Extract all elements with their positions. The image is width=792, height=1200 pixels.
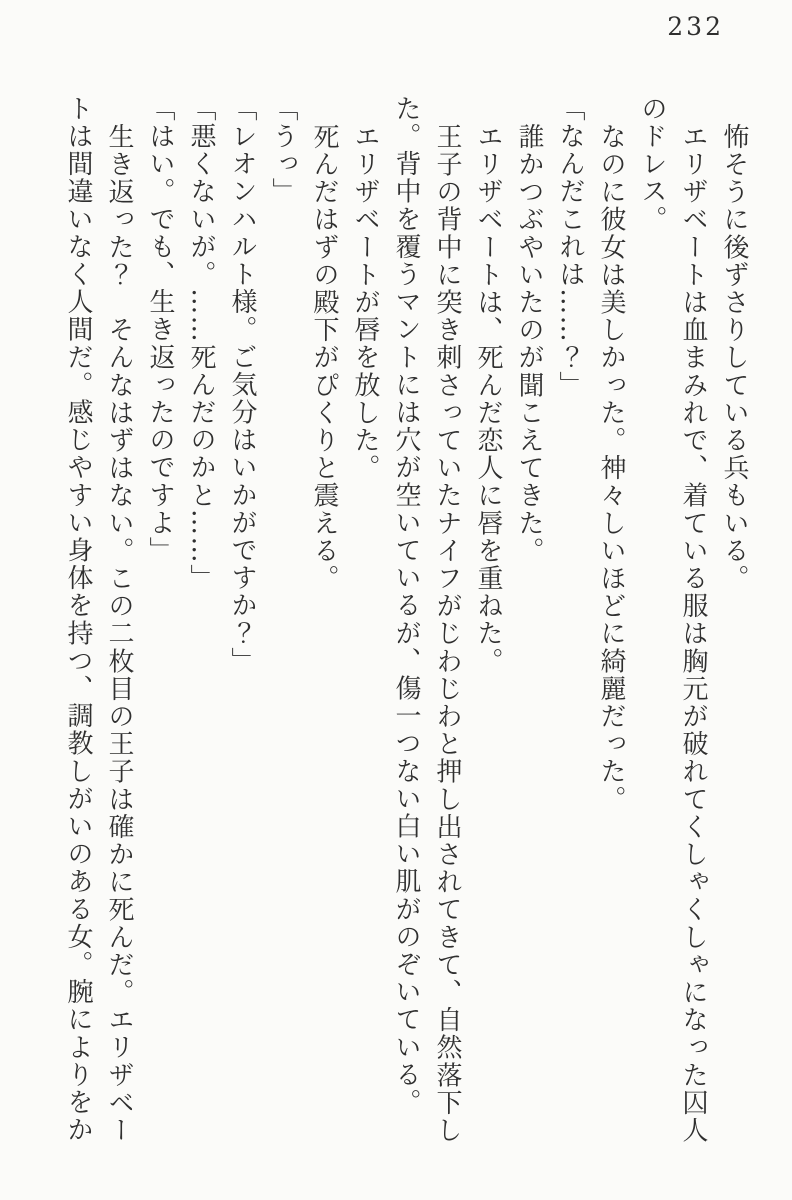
paragraph: 誰かつぶやいたのが聞こえてきた。 — [514, 122, 544, 565]
paragraph: 「なんだこれは……？」 — [555, 95, 585, 399]
text-block — [57, 95, 754, 1144]
paragraph: なのに彼女は美しかった。神々しいほどに綺麗だった。 — [596, 122, 626, 813]
page-number: 232 — [667, 12, 724, 41]
paragraph: 「悪くないが。……死んだのかと……」 — [186, 95, 216, 592]
paragraph: 「はい。でも、生き返ったのですよ」 — [145, 95, 175, 565]
paragraph: 死んだはずの殿下がぴくりと震える。 — [309, 122, 339, 592]
paragraph: エリザベートは、死んだ恋人に唇を重ねた。 — [473, 122, 503, 675]
paragraph: エリザベートは血まみれで、着ている服は胸元が破れてくしゃくしゃになった囚人のドレス。 — [637, 95, 708, 1144]
paragraph: 「うっ」 — [268, 95, 298, 206]
paragraph: エリザベートが唇を放した。 — [350, 122, 380, 482]
paragraph: 「レオンハルト様。ご気分はいかがですか？」 — [227, 95, 257, 675]
paragraph: 怖そうに後ずさりしている兵もいる。 — [719, 122, 749, 592]
paragraph: 王子の背中に突き刺さっていたナイフがじわじわと押し出されてきて、自然落下した。背中を覆うマントには穴が空いているが、傷一つない白い肌がのぞいている。 — [391, 95, 462, 1144]
paragraph: 生き返った？ そんなはずはない。この二枚目の王子は確かに死んだ。エリザベートは間違いなく人間だ。感じやすい身体を持つ、調教しがいのある女。腕によりをか — [63, 95, 134, 1144]
